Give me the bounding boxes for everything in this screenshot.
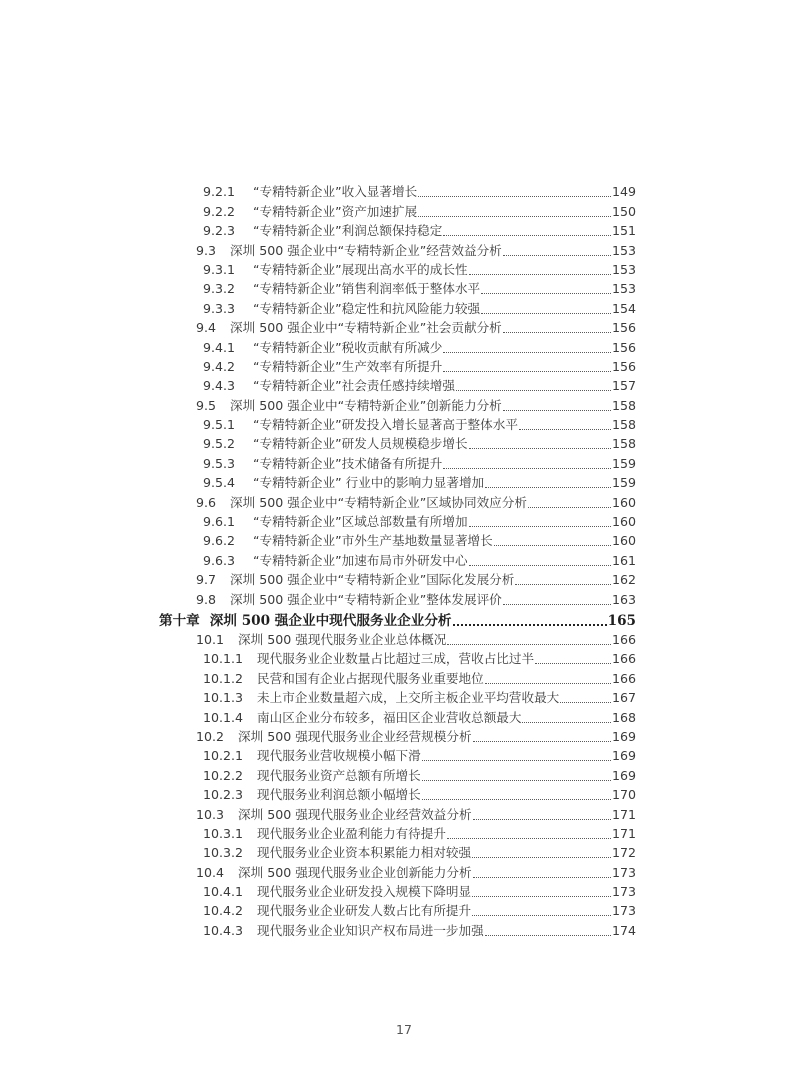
page-number: 17: [396, 1022, 412, 1037]
dot-leader: [418, 184, 611, 197]
toc-entry[interactable]: [0, 784, 636, 803]
dot-leader: [481, 301, 611, 314]
dot-leader: [535, 651, 611, 664]
dot-leader: [469, 436, 611, 449]
toc-entry-number: 9.2.2: [203, 203, 236, 219]
toc-entry[interactable]: [0, 394, 636, 413]
toc-entry-title: 深圳 500 强企业中“专精特新企业”区域协同效应分析: [230, 494, 527, 510]
toc-entry-title: “专精特新企业”研发人员规模稳步增长: [253, 436, 468, 452]
toc-entry-number: 9.4.2: [203, 358, 236, 374]
dot-leader: [560, 690, 611, 703]
toc-entry-number: 9.8: [196, 591, 217, 607]
toc-entry-title: “专精特新企业” 行业中的影响力显著增加: [253, 475, 485, 491]
toc-entry[interactable]: [0, 220, 636, 239]
toc-entry-title: 深圳 500 强企业中“专精特新企业”整体发展评价: [230, 591, 502, 607]
toc-entry-number: 10.3: [196, 806, 225, 822]
toc-entry-page: 166: [611, 651, 636, 667]
toc-entry[interactable]: [0, 861, 636, 880]
dot-leader: [485, 923, 611, 936]
toc-entry-title: “专精特新企业”展现出高水平的成长性: [253, 261, 468, 277]
toc-entry-page: 160: [611, 533, 636, 549]
toc-entry[interactable]: [0, 336, 636, 355]
toc-entry-page: 149: [611, 184, 636, 200]
dot-leader: [494, 533, 611, 546]
toc-entry-number: 10.1.4: [203, 709, 244, 725]
toc-entry[interactable]: [0, 687, 636, 706]
toc-entry-number: 9.5.4: [203, 475, 236, 491]
toc-entry-title: “专精特新企业”生产效率有所提升: [253, 358, 443, 374]
toc-entry-title: “专精特新企业”技术储备有所提升: [253, 455, 443, 471]
table-of-contents: [0, 181, 808, 939]
toc-entry-page: 174: [611, 922, 636, 938]
toc-entry-number: 9.4.1: [203, 339, 236, 355]
toc-entry[interactable]: [0, 569, 636, 588]
dot-leader: [447, 632, 611, 645]
toc-entry[interactable]: [0, 530, 636, 549]
toc-entry-title: “专精特新企业”加速布局市外研发中心: [253, 552, 468, 568]
toc-entry[interactable]: [0, 239, 636, 258]
toc-entry-title: 现代服务业企业数量占比超过三成，营收占比过半: [257, 651, 535, 667]
toc-entry-page: 159: [611, 475, 636, 491]
toc-entry-page: 153: [611, 261, 636, 277]
dot-leader: [453, 612, 607, 626]
toc-entry-number: 10.2.2: [203, 767, 244, 783]
toc-entry-number: 10.4.2: [203, 903, 244, 919]
toc-entry-title: “专精特新企业”收入显著增长: [253, 184, 418, 200]
toc-entry[interactable]: [0, 549, 636, 568]
toc-entry[interactable]: [0, 745, 636, 764]
dot-leader: [447, 826, 611, 839]
toc-entry-number: 9.6.2: [203, 533, 236, 549]
toc-entry[interactable]: [0, 356, 636, 375]
toc-entry[interactable]: [0, 629, 636, 648]
toc-entry[interactable]: [0, 511, 636, 530]
toc-entry[interactable]: [0, 278, 636, 297]
dot-leader: [485, 671, 611, 684]
dot-leader: [443, 456, 611, 469]
toc-entry[interactable]: [0, 317, 636, 336]
toc-entry-page: 150: [611, 203, 636, 219]
dot-leader: [503, 592, 611, 605]
toc-entry-page: 156: [611, 339, 636, 355]
toc-entry-number: 9.3: [196, 242, 217, 258]
dot-leader: [473, 729, 611, 742]
toc-entry[interactable]: [0, 900, 636, 919]
toc-entry-number: 10.1: [196, 631, 225, 647]
toc-entry-number: 9.2.3: [203, 223, 236, 239]
dot-leader: [472, 845, 611, 858]
toc-entry-title: 深圳 500 强现代服务业企业经营规模分析: [238, 728, 472, 744]
toc-entry-number: 9.4.3: [203, 378, 236, 394]
toc-entry-title: “专精特新企业”区域总部数量有所增加: [253, 514, 468, 530]
toc-entry-title: 现代服务业企业研发人数占比有所提升: [257, 903, 472, 919]
toc-entry-page: 158: [611, 417, 636, 433]
dot-leader: [519, 417, 611, 430]
toc-entry-number: 9.5.3: [203, 455, 236, 471]
toc-entry-page: 160: [611, 494, 636, 510]
toc-entry[interactable]: [0, 200, 636, 219]
toc-entry-number: 10.3.1: [203, 825, 244, 841]
toc-entry-title: 深圳 500 强企业中“专精特新企业”创新能力分析: [230, 397, 502, 413]
toc-entry-page: 167: [611, 690, 636, 706]
toc-entry-page: 153: [611, 242, 636, 258]
toc-entry-number: 9.5: [196, 397, 217, 413]
toc-entry-number: 9.6.1: [203, 514, 236, 530]
toc-entry-number: 9.3.2: [203, 281, 236, 297]
toc-entry-number: 9.6.3: [203, 552, 236, 568]
toc-entry-number: 10.3.2: [203, 845, 244, 861]
toc-entry-page: 168: [611, 709, 636, 725]
dot-leader: [443, 223, 611, 236]
toc-entry-title: “专精特新企业”稳定性和抗风险能力较强: [253, 300, 481, 316]
toc-entry-page: 165: [607, 612, 636, 629]
dot-leader: [443, 359, 611, 372]
toc-entry-page: 158: [611, 397, 636, 413]
toc-entry-page: 172: [611, 845, 636, 861]
toc-entry[interactable]: [0, 588, 636, 607]
toc-entry-number: 9.3.1: [203, 261, 236, 277]
toc-entry[interactable]: [0, 433, 636, 452]
toc-entry-page: 153: [611, 281, 636, 297]
toc-entry-title: 南山区企业分布较多，福田区企业营收总额最大: [257, 709, 522, 725]
toc-entry[interactable]: [0, 259, 636, 278]
toc-entry-title: 现代服务业企业研发投入规模下降明显: [257, 884, 472, 900]
toc-entry-page: 163: [611, 591, 636, 607]
toc-entry-page: 170: [611, 787, 636, 803]
toc-entry-title: 深圳 500 强企业中“专精特新企业”社会贡献分析: [230, 320, 502, 336]
toc-entry-title: “专精特新企业”社会责任感持续增强: [253, 378, 455, 394]
toc-entry[interactable]: [0, 842, 636, 861]
dot-leader: [418, 204, 611, 217]
dot-leader: [515, 572, 611, 585]
toc-entry[interactable]: [0, 667, 636, 686]
toc-entry[interactable]: [0, 764, 636, 783]
toc-entry-number: 10.4.1: [203, 884, 244, 900]
dot-leader: [528, 495, 611, 508]
toc-entry-title: 深圳 500 强企业中现代服务业企业分析: [209, 612, 452, 629]
toc-entry-title: 现代服务业资产总额有所增长: [257, 767, 421, 783]
toc-entry-title: 民营和国有企业占据现代服务业重要地位: [257, 670, 484, 686]
toc-entry-page: 151: [611, 223, 636, 239]
toc-entry[interactable]: [0, 472, 636, 491]
toc-entry-page: 169: [611, 748, 636, 764]
toc-entry-title: “专精特新企业”利润总额保持稳定: [253, 223, 443, 239]
toc-entry-page: 160: [611, 514, 636, 530]
dot-leader: [473, 807, 611, 820]
dot-leader: [522, 710, 610, 723]
toc-entry-title: 深圳 500 强企业中“专精特新企业”国际化发展分析: [230, 572, 515, 588]
toc-entry[interactable]: [0, 881, 636, 900]
toc-entry-title: 现代服务业利润总额小幅增长: [257, 787, 421, 803]
dot-leader: [481, 281, 611, 294]
toc-entry-page: 156: [611, 358, 636, 374]
toc-entry-number: 10.4.3: [203, 922, 244, 938]
dot-leader: [469, 262, 611, 275]
toc-entry-number: 9.4: [196, 320, 217, 336]
toc-entry-title: 现代服务业企业资本积累能力相对较强: [257, 845, 472, 861]
toc-entry-number: 9.3.3: [203, 300, 236, 316]
toc-entry-title: 现代服务业企业知识产权布局进一步加强: [257, 922, 484, 938]
toc-entry-title: “专精特新企业”销售利润率低于整体水平: [253, 281, 481, 297]
toc-entry-page: 173: [611, 903, 636, 919]
toc-entry[interactable]: [0, 181, 636, 200]
dot-leader: [422, 787, 611, 800]
toc-entry-number: 9.5.1: [203, 417, 236, 433]
toc-entry[interactable]: [0, 648, 636, 667]
toc-entry-page: 158: [611, 436, 636, 452]
toc-chapter-entry[interactable]: [0, 608, 636, 629]
toc-entry[interactable]: [0, 414, 636, 433]
toc-entry-number: 9.7: [196, 572, 217, 588]
dot-leader: [456, 378, 611, 391]
toc-entry-page: 166: [611, 631, 636, 647]
dot-leader: [503, 320, 611, 333]
toc-entry-number: 10.4: [196, 864, 225, 880]
dot-leader: [473, 865, 611, 878]
toc-entry-number: 9.2.1: [203, 184, 236, 200]
toc-entry-title: “专精特新企业”资产加速扩展: [253, 203, 418, 219]
toc-entry[interactable]: [0, 452, 636, 471]
toc-entry-title: “专精特新企业”研发投入增长显著高于整体水平: [253, 417, 518, 433]
dot-leader: [503, 243, 611, 256]
toc-entry-title: “专精特新企业”市外生产基地数量显著增长: [253, 533, 493, 549]
toc-entry[interactable]: [0, 375, 636, 394]
toc-entry-title: “专精特新企业”税收贡献有所减少: [253, 339, 443, 355]
dot-leader: [443, 340, 611, 353]
toc-entry-page: 169: [611, 728, 636, 744]
toc-entry-title: 深圳 500 强现代服务业企业经营效益分析: [238, 806, 472, 822]
dot-leader: [472, 903, 611, 916]
toc-entry-page: 169: [611, 767, 636, 783]
toc-entry-title: 现代服务业企业盈利能力有待提升: [257, 825, 446, 841]
toc-entry-number: 10.1.1: [203, 651, 244, 667]
dot-leader: [503, 398, 611, 411]
toc-entry[interactable]: [0, 706, 636, 725]
toc-entry[interactable]: [0, 297, 636, 316]
toc-entry-page: 159: [611, 455, 636, 471]
toc-entry-page: 157: [611, 378, 636, 394]
toc-entry-number: 10.2.3: [203, 787, 244, 803]
toc-entry-number: 10.2: [196, 728, 225, 744]
toc-entry-page: 166: [611, 670, 636, 686]
dot-leader: [472, 884, 611, 897]
toc-entry-title: 深圳 500 强现代服务业企业总体概况: [238, 631, 447, 647]
toc-entry-title: 深圳 500 强企业中“专精特新企业”经营效益分析: [230, 242, 502, 258]
toc-entry-title: 深圳 500 强现代服务业企业创新能力分析: [238, 864, 472, 880]
dot-leader: [422, 768, 611, 781]
toc-entry[interactable]: [0, 491, 636, 510]
toc-entry-page: 173: [611, 864, 636, 880]
toc-entry-title: 现代服务业营收规模小幅下滑: [257, 748, 421, 764]
toc-entry-page: 171: [611, 806, 636, 822]
toc-entry-number: 10.1.3: [203, 690, 244, 706]
dot-leader: [469, 553, 611, 566]
toc-entry[interactable]: [0, 726, 636, 745]
toc-entry-page: 161: [611, 552, 636, 568]
toc-entry[interactable]: [0, 919, 636, 938]
dot-leader: [422, 748, 611, 761]
toc-entry[interactable]: [0, 823, 636, 842]
toc-entry-page: 156: [611, 320, 636, 336]
dot-leader: [469, 514, 611, 527]
toc-entry-number: 9.6: [196, 494, 217, 510]
toc-entry-number: 10.1.2: [203, 670, 244, 686]
toc-entry[interactable]: [0, 803, 636, 822]
toc-entry-page: 171: [611, 825, 636, 841]
toc-entry-title: 未上市企业数量超六成，上交所主板企业平均营收最大: [257, 690, 560, 706]
toc-entry-page: 162: [611, 572, 636, 588]
toc-entry-number: 第十章: [159, 612, 200, 629]
toc-entry-number: 9.5.2: [203, 436, 236, 452]
toc-entry-page: 154: [611, 300, 636, 316]
dot-leader: [485, 475, 611, 488]
toc-entry-number: 10.2.1: [203, 748, 244, 764]
toc-entry-page: 173: [611, 884, 636, 900]
